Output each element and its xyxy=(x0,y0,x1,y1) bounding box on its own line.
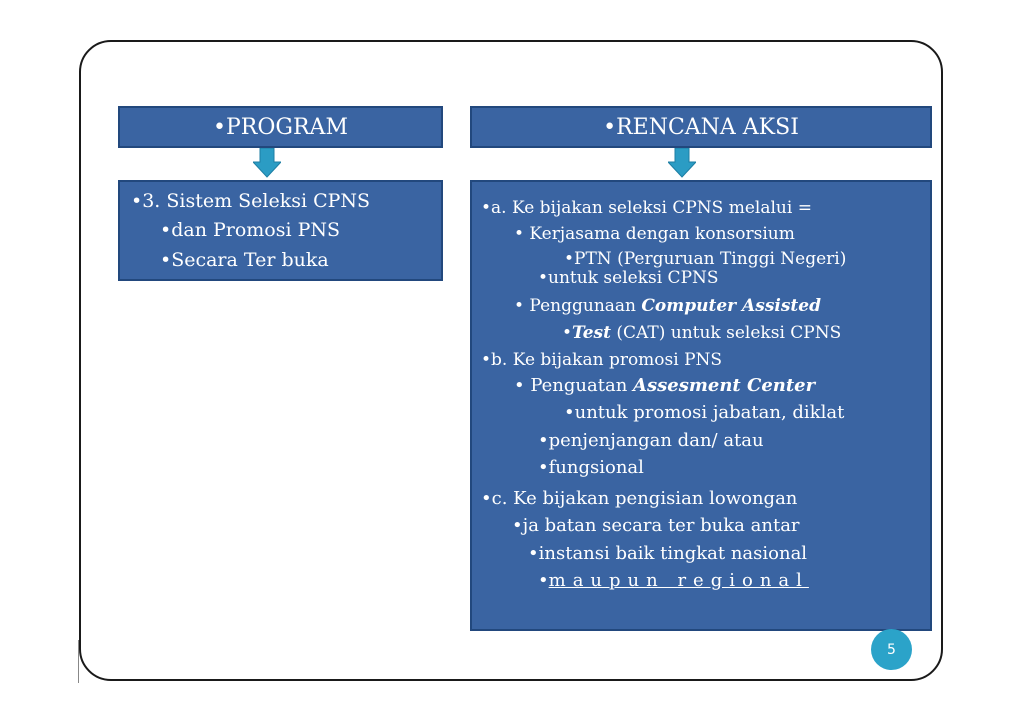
section-b-item-1 xyxy=(514,377,815,395)
section-a-item-2-sub-bullet: • xyxy=(562,323,573,343)
section-c-title: •c. Ke bijakan pengisian lowongan xyxy=(481,488,798,509)
program-line-2: •dan Promosi PNS xyxy=(160,219,341,241)
program-content-box xyxy=(118,180,443,281)
section-b-sub-1: •untuk promosi jabatan, diklat xyxy=(564,402,845,423)
program-line-3: •Secara Ter buka xyxy=(160,249,329,271)
rencana-aksi-header-label: •RENCANA AKSI xyxy=(603,114,799,140)
section-c-sub-3-text: maupun regional xyxy=(548,570,809,591)
section-a-item-2-sub-rest: (CAT) untuk seleksi CPNS xyxy=(610,323,842,343)
section-b-sub-2: •penjenjangan dan/ atau xyxy=(538,430,764,451)
section-c-sub-1: •ja batan secara ter buka antar xyxy=(512,515,800,536)
section-b-sub-3: •fungsional xyxy=(538,457,644,478)
section-b-item-1-prefix: • Penguatan xyxy=(514,375,634,396)
section-a-item-2-emphasis: Computer Assisted xyxy=(641,296,821,316)
section-a-item-1: • Kerjasama dengan konsorsium xyxy=(514,224,795,244)
rencana-aksi-content-box xyxy=(470,180,932,631)
section-a-item-2-sub-emphasis: Test xyxy=(572,323,611,343)
slide-edge-mark xyxy=(78,640,79,683)
program-line-1: •3. Sistem Seleksi CPNS xyxy=(131,190,371,212)
page-number-badge xyxy=(871,629,912,670)
section-a-title: •a. Ke bijakan seleksi CPNS melalui = xyxy=(481,198,812,218)
section-a-item-2-sub xyxy=(562,325,841,342)
section-b-item-1-emphasis: Assesment Center xyxy=(633,375,816,396)
page-number: 5 xyxy=(887,641,896,658)
rencana-aksi-header xyxy=(470,106,932,148)
section-b-title: •b. Ke bijakan promosi PNS xyxy=(481,350,723,370)
section-a-item-2 xyxy=(514,298,821,315)
section-c-sub-2: •instansi baik tingkat nasional xyxy=(528,543,808,564)
section-c-sub-3-bullet: • xyxy=(538,570,549,591)
section-a-item-1-sub-1: •PTN (Perguruan Tinggi Negeri) xyxy=(564,249,847,269)
program-header-label: •PROGRAM xyxy=(213,114,348,140)
program-header xyxy=(118,106,443,148)
section-a-item-1-sub-2: •untuk seleksi CPNS xyxy=(538,268,719,288)
section-a-item-2-prefix: • Penggunaan xyxy=(514,296,642,316)
section-c-sub-3 xyxy=(538,572,809,590)
